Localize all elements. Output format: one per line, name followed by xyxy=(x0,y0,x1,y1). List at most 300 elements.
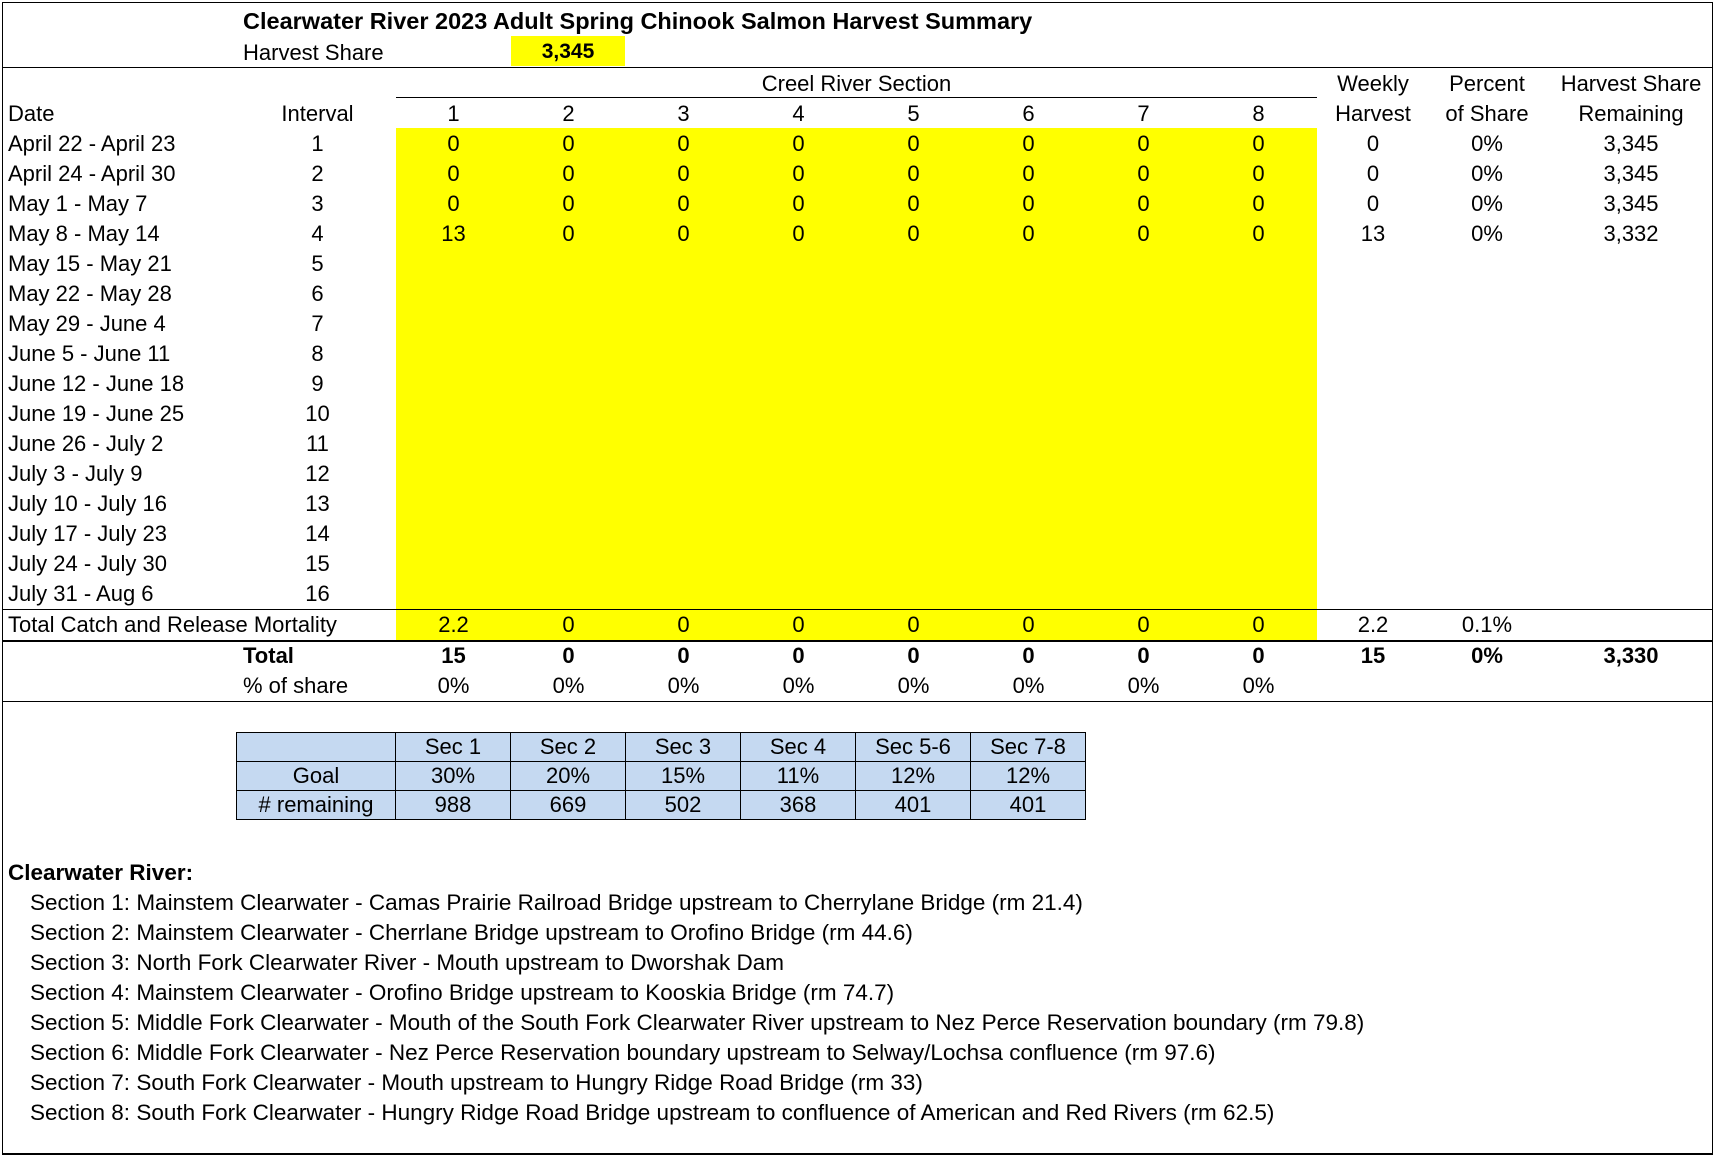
section-7-value xyxy=(1086,579,1201,609)
row-date: April 22 - April 23 xyxy=(8,131,176,156)
row-interval: 3 xyxy=(311,191,324,216)
section-6-value xyxy=(971,309,1086,339)
section-6-value xyxy=(971,339,1086,369)
row-share-remaining: 3,345 xyxy=(1603,131,1659,156)
section-1-value: 0 xyxy=(447,191,460,216)
section-4-value xyxy=(741,279,856,309)
row-share-remaining xyxy=(1546,579,1716,609)
section-7-value xyxy=(1086,549,1201,579)
section-7-value xyxy=(1086,489,1201,519)
row-date: July 24 - July 30 xyxy=(8,551,167,576)
legend-item: Section 5: Middle Fork Clearwater - Mouth of the South Fork Clearwater River upstream to Nez Perce Reservation boundary (rm 79.8) xyxy=(30,1010,1365,1035)
goal-label: Goal xyxy=(237,762,396,791)
row-weekly-harvest xyxy=(1318,489,1428,519)
crm-label: Total Catch and Release Mortality xyxy=(8,612,337,637)
total-section-1: 15 xyxy=(441,643,466,668)
row-date: July 3 - July 9 xyxy=(8,461,143,486)
section-4-value xyxy=(741,519,856,549)
row-weekly-harvest xyxy=(1318,249,1428,279)
row-date: June 12 - June 18 xyxy=(8,371,185,396)
section-7-value: 0 xyxy=(1137,221,1150,246)
row-interval: 1 xyxy=(311,131,324,156)
section-1-value: 0 xyxy=(447,131,460,156)
section-6-value xyxy=(971,279,1086,309)
crm-section-7: 0 xyxy=(1137,612,1150,637)
row-date: May 1 - May 7 xyxy=(8,191,148,216)
row-interval: 10 xyxy=(305,401,330,426)
row-percent-share xyxy=(1432,369,1542,399)
row-weekly-harvest: 13 xyxy=(1360,221,1386,246)
goal-value: 11% xyxy=(741,762,856,791)
creel-section-header: Creel River Section xyxy=(761,71,952,96)
section-3-value xyxy=(626,249,741,279)
section-6-value: 0 xyxy=(1022,161,1035,186)
row-date: June 5 - June 11 xyxy=(8,341,171,366)
section-1-value xyxy=(396,489,511,519)
section-7-value xyxy=(1086,249,1201,279)
section-3-value: 0 xyxy=(677,191,690,216)
total-weekly: 15 xyxy=(1360,643,1386,668)
percent-header-2: of Share xyxy=(1445,101,1529,126)
section-3-value xyxy=(626,459,741,489)
row-weekly-harvest xyxy=(1318,309,1428,339)
row-interval: 8 xyxy=(311,341,324,366)
section-3-value xyxy=(626,519,741,549)
row-interval: 6 xyxy=(311,281,324,306)
legend-item: Section 7: South Fork Clearwater - Mouth upstream to Hungry Ridge Road Bridge (rm 33) xyxy=(30,1070,923,1095)
row-interval: 14 xyxy=(305,521,330,546)
row-percent-share xyxy=(1432,279,1542,309)
section-8-value xyxy=(1201,249,1316,279)
section-3-value xyxy=(626,309,741,339)
section-7-value: 0 xyxy=(1137,131,1150,156)
row-share-remaining xyxy=(1546,309,1716,339)
pct-share-section-7: 0% xyxy=(1127,673,1160,698)
section-8-value xyxy=(1201,459,1316,489)
section-2-value xyxy=(511,279,626,309)
crm-section-4: 0 xyxy=(792,612,805,637)
total-section-6: 0 xyxy=(1022,643,1035,668)
section-2-value xyxy=(511,459,626,489)
title-divider xyxy=(2,67,1713,68)
section-8-value: 0 xyxy=(1252,131,1265,156)
crm-weekly: 2.2 xyxy=(1357,612,1389,637)
section-2-value xyxy=(511,579,626,609)
section-4-value: 0 xyxy=(792,161,805,186)
section-1-value xyxy=(396,279,511,309)
section-3-value xyxy=(626,399,741,429)
row-date: May 29 - June 4 xyxy=(8,311,166,336)
row-share-remaining xyxy=(1546,249,1716,279)
legend-heading: Clearwater River: xyxy=(8,860,194,885)
section-2-value xyxy=(511,249,626,279)
row-percent-share: 0% xyxy=(1471,191,1503,216)
row-percent-share xyxy=(1432,339,1542,369)
legend-item: Section 1: Mainstem Clearwater - Camas Prairie Railroad Bridge upstream to Cherrylane Bridge (rm 21.4) xyxy=(30,890,1083,915)
section-5-value xyxy=(856,459,971,489)
row-percent-share xyxy=(1432,429,1542,459)
section-7-value: 0 xyxy=(1137,161,1150,186)
goal-header-sec1: Sec 1 xyxy=(396,733,511,762)
row-date: April 24 - April 30 xyxy=(8,161,176,186)
total-section-5: 0 xyxy=(907,643,920,668)
remaining-header-2: Remaining xyxy=(1578,101,1684,126)
total-label: Total xyxy=(243,643,294,668)
section-4-value xyxy=(741,249,856,279)
section-7-value xyxy=(1086,459,1201,489)
section-4-value xyxy=(741,489,856,519)
legend-item: Section 2: Mainstem Clearwater - Cherrlane Bridge upstream to Orofino Bridge (rm 44.6) xyxy=(30,920,913,945)
row-interval: 7 xyxy=(311,311,324,336)
section-5-value xyxy=(856,519,971,549)
section-6-value xyxy=(971,429,1086,459)
row-weekly-harvest xyxy=(1318,519,1428,549)
section-8-value xyxy=(1201,549,1316,579)
section-4-value: 0 xyxy=(792,221,805,246)
row-date: May 8 - May 14 xyxy=(8,221,160,246)
crm-section-1: 2.2 xyxy=(438,612,469,637)
row-date: June 19 - June 25 xyxy=(8,401,185,426)
section-6-value xyxy=(971,579,1086,609)
goal-header-sec4: Sec 4 xyxy=(741,733,856,762)
section-3-value xyxy=(626,429,741,459)
remaining-value: 988 xyxy=(396,791,511,820)
row-share-remaining: 3,345 xyxy=(1603,161,1659,186)
pct-share-section-6: 0% xyxy=(1012,673,1045,698)
section-5-value xyxy=(856,369,971,399)
section-8-value xyxy=(1201,339,1316,369)
section-3-value xyxy=(626,339,741,369)
creel-header-underline xyxy=(396,97,1317,98)
section-2-value xyxy=(511,429,626,459)
section-5-value xyxy=(856,339,971,369)
harvest-share-value: 3,345 xyxy=(511,36,625,66)
section-7-value xyxy=(1086,399,1201,429)
section-header-3: 3 xyxy=(677,101,690,126)
row-interval: 4 xyxy=(311,221,324,246)
section-8-value xyxy=(1201,309,1316,339)
goal-row xyxy=(237,762,1086,791)
section-6-value xyxy=(971,549,1086,579)
goal-value: 15% xyxy=(626,762,741,791)
crm-section-3: 0 xyxy=(677,612,690,637)
crm-section-2: 0 xyxy=(562,612,575,637)
section-6-value xyxy=(971,489,1086,519)
weekly-header-2: Harvest xyxy=(1335,101,1411,126)
section-header-6: 6 xyxy=(1022,101,1035,126)
total-section-4: 0 xyxy=(792,643,805,668)
section-2-value xyxy=(511,549,626,579)
row-weekly-harvest: 0 xyxy=(1366,131,1380,156)
section-5-value: 0 xyxy=(907,161,920,186)
goal-value: 20% xyxy=(511,762,626,791)
section-8-value xyxy=(1201,519,1316,549)
row-weekly-harvest xyxy=(1318,339,1428,369)
section-2-value xyxy=(511,399,626,429)
section-2-value: 0 xyxy=(562,191,575,216)
section-8-value: 0 xyxy=(1252,161,1265,186)
goal-header-sec5-6: Sec 5-6 xyxy=(856,733,971,762)
row-weekly-harvest xyxy=(1318,429,1428,459)
row-share-remaining xyxy=(1546,459,1716,489)
row-weekly-harvest: 0 xyxy=(1366,161,1380,186)
row-interval: 11 xyxy=(306,431,329,456)
row-date: July 31 - Aug 6 xyxy=(8,581,154,606)
remaining-value: 669 xyxy=(511,791,626,820)
row-interval: 9 xyxy=(311,371,324,396)
row-percent-share xyxy=(1432,549,1542,579)
section-4-value xyxy=(741,459,856,489)
section-4-value xyxy=(741,579,856,609)
total-divider xyxy=(2,640,1713,642)
section-1-value xyxy=(396,519,511,549)
row-percent-share xyxy=(1432,459,1542,489)
remaining-header-1: Harvest Share xyxy=(1560,71,1702,96)
section-6-value xyxy=(971,459,1086,489)
row-percent-share xyxy=(1432,249,1542,279)
section-5-value xyxy=(856,399,971,429)
pct-share-section-8: 0% xyxy=(1242,673,1275,698)
row-share-remaining xyxy=(1546,369,1716,399)
row-share-remaining: 3,332 xyxy=(1603,221,1659,246)
row-date: June 26 - July 2 xyxy=(8,431,164,456)
remaining-row xyxy=(237,791,1086,820)
section-8-value xyxy=(1201,429,1316,459)
row-share-remaining: 3,345 xyxy=(1603,191,1659,216)
section-1-value xyxy=(396,309,511,339)
section-1-value xyxy=(396,369,511,399)
row-weekly-harvest xyxy=(1318,369,1428,399)
row-percent-share: 0% xyxy=(1471,131,1503,156)
section-2-value: 0 xyxy=(562,131,575,156)
section-header-7: 7 xyxy=(1137,101,1150,126)
section-header-5: 5 xyxy=(907,101,920,126)
section-6-value: 0 xyxy=(1022,131,1035,156)
section-2-value xyxy=(511,519,626,549)
section-6-value: 0 xyxy=(1022,221,1035,246)
section-7-value xyxy=(1086,339,1201,369)
section-2-value xyxy=(511,369,626,399)
section-7-value xyxy=(1086,369,1201,399)
section-4-value xyxy=(741,399,856,429)
row-interval: 2 xyxy=(311,161,324,186)
section-5-value xyxy=(856,309,971,339)
section-3-value xyxy=(626,369,741,399)
legend-item: Section 8: South Fork Clearwater - Hungry Ridge Road Bridge upstream to confluence of American and Red Rivers (rm 62.5) xyxy=(30,1100,1275,1125)
goal-table-header-row xyxy=(237,733,1086,762)
total-section-7: 0 xyxy=(1137,643,1150,668)
section-1-value xyxy=(396,249,511,279)
interval-header: Interval xyxy=(281,101,354,126)
harvest-share-label: Harvest Share xyxy=(243,40,384,65)
section-2-value xyxy=(511,489,626,519)
section-8-value: 0 xyxy=(1252,191,1265,216)
row-percent-share xyxy=(1432,309,1542,339)
section-4-value: 0 xyxy=(792,131,805,156)
legend-item: Section 6: Middle Fork Clearwater - Nez Perce Reservation boundary upstream to Selway/Lochsa confluence (rm 97.6) xyxy=(30,1040,1216,1065)
section-4-value xyxy=(741,369,856,399)
percent-header-1: Percent xyxy=(1449,71,1525,96)
section-2-value xyxy=(511,339,626,369)
row-share-remaining xyxy=(1546,549,1716,579)
row-share-remaining xyxy=(1546,279,1716,309)
section-3-value xyxy=(626,279,741,309)
section-2-value: 0 xyxy=(562,161,575,186)
section-3-value: 0 xyxy=(677,131,690,156)
section-header-2: 2 xyxy=(562,101,575,126)
section-header-8: 8 xyxy=(1252,101,1265,126)
total-remaining: 3,330 xyxy=(1603,643,1659,668)
remaining-value: 502 xyxy=(626,791,741,820)
section-1-value: 0 xyxy=(447,161,460,186)
row-percent-share xyxy=(1432,399,1542,429)
row-weekly-harvest xyxy=(1318,549,1428,579)
row-share-remaining xyxy=(1546,399,1716,429)
goal-header-sec3: Sec 3 xyxy=(626,733,741,762)
pct-share-section-4: 0% xyxy=(782,673,815,698)
section-1-value xyxy=(396,429,511,459)
goal-table-corner xyxy=(237,733,396,762)
total-section-8: 0 xyxy=(1252,643,1265,668)
row-percent-share xyxy=(1432,519,1542,549)
section-6-value: 0 xyxy=(1022,191,1035,216)
section-4-value xyxy=(741,549,856,579)
section-8-value xyxy=(1201,369,1316,399)
section-8-value xyxy=(1201,279,1316,309)
bottom-border xyxy=(2,1154,1713,1155)
row-date: May 22 - May 28 xyxy=(8,281,172,306)
section-8-value xyxy=(1201,579,1316,609)
pct-share-section-1: 0% xyxy=(437,673,470,698)
total-section-3: 0 xyxy=(677,643,690,668)
pct-share-section-3: 0% xyxy=(667,673,700,698)
section-7-value xyxy=(1086,279,1201,309)
section-header-1: 1 xyxy=(447,101,460,126)
remaining-value: 401 xyxy=(856,791,971,820)
row-percent-share: 0% xyxy=(1471,221,1503,246)
crm-section-8: 0 xyxy=(1252,612,1265,637)
section-2-value xyxy=(511,309,626,339)
row-interval: 13 xyxy=(305,491,330,516)
crm-percent: 0.1% xyxy=(1461,612,1513,637)
legend-item: Section 3: North Fork Clearwater River - Mouth upstream to Dworshak Dam xyxy=(30,950,785,975)
section-1-value xyxy=(396,579,511,609)
pct-share-section-5: 0% xyxy=(897,673,930,698)
row-weekly-harvest xyxy=(1318,399,1428,429)
row-share-remaining xyxy=(1546,489,1716,519)
row-weekly-harvest xyxy=(1318,459,1428,489)
section-5-value: 0 xyxy=(907,131,920,156)
row-weekly-harvest: 0 xyxy=(1366,191,1380,216)
goal-value: 12% xyxy=(971,762,1086,791)
section-4-value: 0 xyxy=(792,191,805,216)
row-share-remaining xyxy=(1546,519,1716,549)
section-5-value xyxy=(856,249,971,279)
section-3-value: 0 xyxy=(677,221,690,246)
remaining-label: # remaining xyxy=(237,791,396,820)
row-interval: 12 xyxy=(305,461,330,486)
section-3-value xyxy=(626,489,741,519)
section-1-value: 13 xyxy=(441,221,466,246)
weekly-header-1: Weekly xyxy=(1337,71,1409,96)
row-weekly-harvest xyxy=(1318,579,1428,609)
section-3-value xyxy=(626,549,741,579)
section-header-4: 4 xyxy=(792,101,805,126)
goal-value: 30% xyxy=(396,762,511,791)
row-share-remaining xyxy=(1546,339,1716,369)
section-4-value xyxy=(741,309,856,339)
section-1-value xyxy=(396,399,511,429)
section-3-value xyxy=(626,579,741,609)
pct-share-section-2: 0% xyxy=(552,673,585,698)
goal-value: 12% xyxy=(856,762,971,791)
section-7-value xyxy=(1086,309,1201,339)
goal-table xyxy=(236,732,1086,820)
section-5-value xyxy=(856,429,971,459)
crm-section-6: 0 xyxy=(1022,612,1035,637)
total-section-2: 0 xyxy=(562,643,575,668)
section-3-value: 0 xyxy=(677,161,690,186)
section-5-value xyxy=(856,549,971,579)
section-1-value xyxy=(396,459,511,489)
summary-divider xyxy=(2,701,1713,702)
section-8-value: 0 xyxy=(1252,221,1265,246)
section-6-value xyxy=(971,249,1086,279)
section-5-value: 0 xyxy=(907,191,920,216)
legend-item: Section 4: Mainstem Clearwater - Orofino Bridge upstream to Kooskia Bridge (rm 74.7) xyxy=(30,980,895,1005)
section-8-value xyxy=(1201,399,1316,429)
section-5-value xyxy=(856,279,971,309)
crm-section-5: 0 xyxy=(907,612,920,637)
section-8-value xyxy=(1201,489,1316,519)
section-7-value xyxy=(1086,519,1201,549)
page-title: Clearwater River 2023 Adult Spring Chinook Salmon Harvest Summary xyxy=(243,8,1033,34)
section-6-value xyxy=(971,399,1086,429)
goal-header-sec2: Sec 2 xyxy=(511,733,626,762)
section-2-value: 0 xyxy=(562,221,575,246)
section-1-value xyxy=(396,549,511,579)
row-date: July 17 - July 23 xyxy=(8,521,167,546)
section-6-value xyxy=(971,369,1086,399)
goal-header-sec7-8: Sec 7-8 xyxy=(971,733,1086,762)
section-6-value xyxy=(971,519,1086,549)
pct-share-label: % of share xyxy=(243,673,349,698)
row-interval: 15 xyxy=(305,551,330,576)
row-percent-share xyxy=(1432,579,1542,609)
total-percent: 0% xyxy=(1471,643,1503,668)
section-1-value xyxy=(396,339,511,369)
section-5-value: 0 xyxy=(907,221,920,246)
row-interval: 5 xyxy=(311,251,324,276)
section-4-value xyxy=(741,429,856,459)
row-percent-share xyxy=(1432,489,1542,519)
crm-divider xyxy=(2,609,1713,610)
row-share-remaining xyxy=(1546,429,1716,459)
section-5-value xyxy=(856,489,971,519)
section-5-value xyxy=(856,579,971,609)
section-4-value xyxy=(741,339,856,369)
date-header: Date xyxy=(8,101,55,126)
row-date: May 15 - May 21 xyxy=(8,251,172,276)
remaining-value: 368 xyxy=(741,791,856,820)
row-weekly-harvest xyxy=(1318,279,1428,309)
row-date: July 10 - July 16 xyxy=(8,491,167,516)
remaining-value: 401 xyxy=(971,791,1086,820)
section-7-value: 0 xyxy=(1137,191,1150,216)
section-7-value xyxy=(1086,429,1201,459)
row-percent-share: 0% xyxy=(1471,161,1503,186)
row-interval: 16 xyxy=(305,581,330,606)
